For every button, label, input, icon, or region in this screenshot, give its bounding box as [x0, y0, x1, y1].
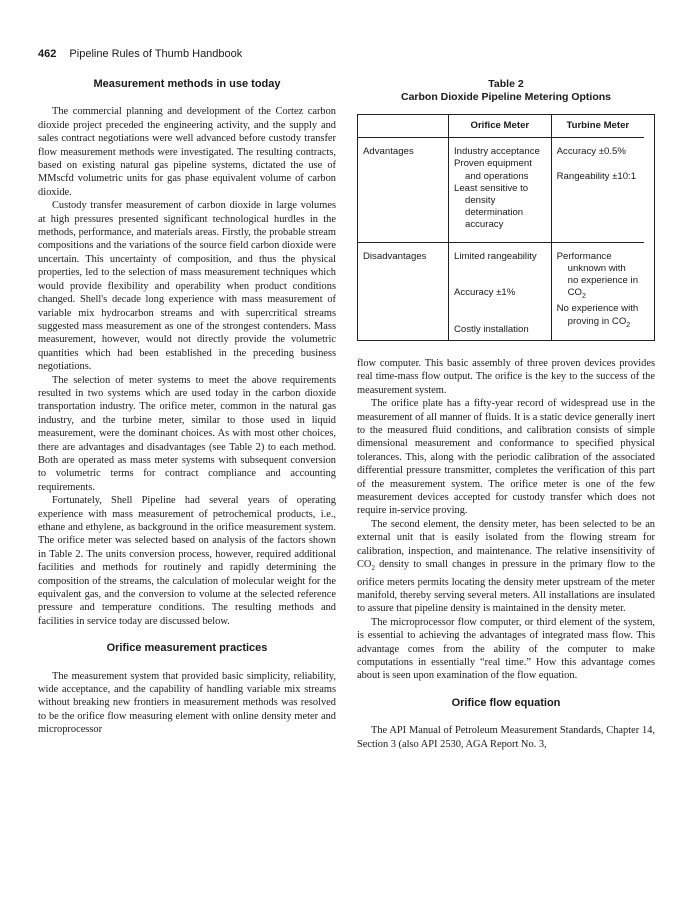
cell-dis-turbine: [551, 242, 644, 340]
cell-item: Costly installation: [454, 323, 529, 335]
cell-item: Accuracy ±1%: [454, 287, 516, 299]
cell-item: Proven equipment and operations: [454, 158, 532, 182]
cell-item: Industry acceptance: [454, 146, 540, 158]
page-number: 462: [38, 48, 57, 60]
paragraph: The selection of meter systems to meet the above requirements resulted in two systems which are used today in the carbon dioxide transportation industry. The orifice meter, common in the natural gas industry, and the turbine meter, similar to those used in liquid measurement, were the dominant choices. As with most other choices, there are advantages and disadvantages (see Table 2) to each method. Both are operated as mass meter systems with subsequent conversion to volumetric terms for contract compliance and accounting requirements.: [38, 374, 336, 493]
metering-options-table-box: [357, 114, 655, 341]
table-caption: [357, 78, 655, 104]
subscript: 2: [626, 321, 631, 329]
cell-adv-turbine: [551, 138, 644, 242]
paragraph: The commercial planning and development of the Cortez carbon dioxide project preceded the engineering activity, and the supply and sales contract negotiations were well advanced before custody transfer flow measurement methods were investigated. The resulting contracts, based on existing natural gas pipeline systems, dictated the use of MMscfd volumetric units for gas phase equivalent volume of carbon dioxide.: [38, 106, 336, 198]
cell-item-text: Performance unknown with no experience in CO: [556, 250, 639, 299]
paragraph: The API Manual of Petroleum Measurement Standards, Chapter 14, Section 3 (also API 2530, AGA Report No. 3,: [357, 725, 655, 750]
cell-adv-orifice: [449, 138, 552, 242]
text-run: density to small changes in pressure in the primary flow to the orifice meters permits locating the density meter upstream of the meter manifold, thereby serving several meters. All installations are insulated to assure that pipeline density is maintained in the density meter.: [357, 559, 655, 615]
paragraph: The measurement system that provided basic simplicity, reliability, wide acceptance, and the capability of handling variable mix streams without breaking new frontiers in measurement methods was resolved to be the orifice flow measuring element with online density meter and microprocessor: [38, 670, 336, 736]
section-heading-measurement-methods: Measurement methods in use today: [93, 78, 281, 90]
cell-item: Accuracy ±0.5%: [556, 146, 626, 158]
table-title: Carbon Dioxide Pipeline Metering Options: [400, 91, 612, 103]
paragraph: Fortunately, Shell Pipeline had several years of operating experience with mass measurement of petrochemical products, i.e., ethane and ethylene, as background in the orifice measurement system. The orifice meter was selected based on analysis of the factors shown in Table 2. The units conversion process, however, required additional facilities and methods for routinely and rapidly determining the composition of the streams, the calculation of molecular weight for the equivalent gas, and the conversion to volume at the selected reference pressure and temperature conditions. The resulting methods and facilities in service today are discussed below.: [38, 495, 336, 627]
cell-item: [557, 251, 639, 304]
cell-item: Least sensitive to density determination accuracy: [454, 182, 529, 231]
table-header-blank: [358, 115, 449, 138]
paragraph: Custody transfer measurement of carbon dioxide in large volumes at high pressures presented significant technological hurdles in the methods, performance, and materials areas. Firstly, the probable stream compositions and the variations of the source field carbon dioxide were uncertain. This uncertainty of composition, and thus the physical properties, led to the selection of mass measurement techniques which would provide flexibility and operability when product conditions changed. Shell's decade long experience with mass measurement of variable mix hydrocarbon streams and with supercritical streams suggested mass measurement as one of the strongest contenders. Mass measurement, however, would not directly provide the volumetric quantities which had been established in the preceding business negotiations.: [38, 200, 336, 373]
metering-options-table: [358, 115, 644, 340]
table-header-turbine: Turbine Meter: [551, 115, 644, 138]
subscript: 2: [371, 564, 375, 573]
paragraph: [357, 518, 655, 616]
cell-item: [557, 303, 639, 331]
running-header: [38, 48, 658, 60]
section-heading-orifice-flow-equation: Orifice flow equation: [451, 696, 561, 709]
cell-item-text: No experience with proving in CO: [556, 303, 639, 327]
cell-item: Limited rangeability: [454, 250, 537, 262]
section-heading-orifice-practices: Orifice measurement practices: [106, 642, 268, 655]
row-label-advantages: Advantages: [358, 138, 449, 242]
table-number: Table 2: [488, 78, 524, 90]
right-column: [357, 78, 655, 751]
table-header-orifice: Orifice Meter: [449, 115, 552, 138]
table-header-row: [358, 115, 644, 138]
table-row-advantages: [358, 138, 644, 242]
book-title: Pipeline Rules of Thumb Handbook: [69, 48, 243, 60]
cell-item: Rangeability ±10:1: [556, 170, 637, 182]
subscript: 2: [582, 293, 586, 301]
cell-dis-orifice: [449, 242, 552, 340]
paragraph: The orifice plate has a fifty-year record of widespread use in the measurement of all manner of fluids. It is a static device generally inert to the measured fluid conditions, and calibration consists of simple dimensional measurement and conformance to specified physical tolerances. This, along with the periodic calibration of the associated differential pressure transmitter, completes the verification of this part of the measurement system. The orifice meter is one of the few measurement devices accepted for custody transfer which does not require in-service proving.: [357, 398, 655, 517]
paragraph: flow computer. This basic assembly of three proven devices provides real time-mass flow output. The orifice is the key to the success of the measurement system.: [357, 357, 655, 396]
left-column: [38, 78, 336, 737]
paragraph: The microprocessor flow computer, or third element of the system, is essential to achieving the advantages of integrated mass flow. This advantage comes from the ability of the computer to make computations in essentially “real time.” How this advantage comes about is seen upon examination of the flow equation.: [357, 616, 655, 682]
text-run: The second element, the density meter, has been selected to be an external unit that is easily isolated from the flowing stream for calibration, inspection, and maintenance. The relative insensitivity of CO: [357, 518, 655, 571]
row-label-disadvantages: Disadvantages: [363, 250, 427, 262]
table-row-disadvantages: [358, 242, 644, 340]
